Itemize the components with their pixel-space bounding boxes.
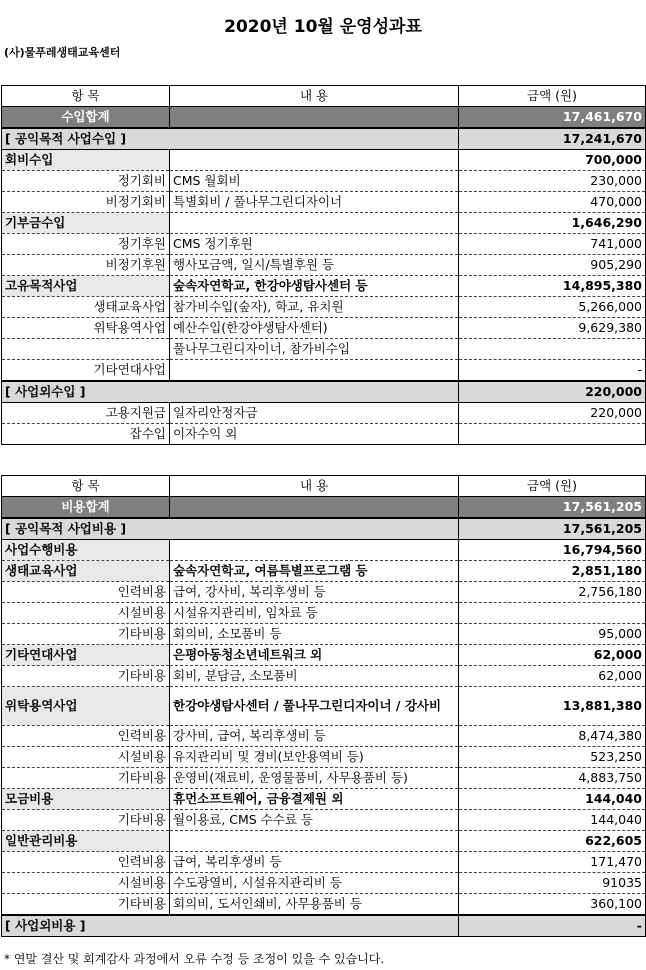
organization-name: (사)물푸레생태교육센터 [4,46,121,59]
row-content: 특별회비 / 풀나무그린디자이너 [170,192,459,213]
row-amount: 2,851,180 [459,561,646,582]
row-amount: 230,000 [459,171,646,192]
item-row [2,403,646,424]
row-item: 기타비용 [2,810,170,831]
row-amount: 622,605 [459,831,646,852]
row-item: 생태교육사업 [2,297,170,318]
revenue-table [1,85,646,445]
row-amount: 905,290 [459,255,646,276]
item-row [2,852,646,873]
revenue-section-public [2,128,646,150]
group-row [2,831,646,852]
group-row [2,213,646,234]
row-item: 기타비용 [2,666,170,687]
item-row [2,582,646,603]
row-amount: 8,474,380 [459,726,646,747]
expense-section-nonoperating [2,915,646,937]
group-row [2,276,646,297]
item-row [2,726,646,747]
row-content: 숲속자연학교, 한강야생탐사센터 등 [170,276,459,297]
item-row [2,192,646,213]
row-amount [459,339,646,360]
row-content: 회의비, 소모품비 등 [170,624,459,645]
row-amount: 95,000 [459,624,646,645]
row-content [170,831,459,852]
header-amount: 금액 (원) [459,476,646,497]
header-item: 항 목 [2,86,170,107]
row-amount: 5,266,000 [459,297,646,318]
expense-header-row [2,476,646,497]
item-row [2,810,646,831]
row-amount: 171,470 [459,852,646,873]
row-content: 풀나무그린디자이너, 참가비수입 [170,339,459,360]
row-content: 급여, 강사비, 복리후생비 등 [170,582,459,603]
section-amount: 17,241,670 [459,128,646,150]
row-item: 기타비용 [2,624,170,645]
section-amount: 220,000 [459,381,646,403]
row-amount: 144,040 [459,810,646,831]
row-amount: 9,629,380 [459,318,646,339]
item-row [2,894,646,916]
row-content [170,150,459,171]
row-item [2,339,170,360]
row-item: 기타비용 [2,768,170,789]
item-row [2,339,646,360]
page-title: 2020년 10월 운영성과표 [224,17,422,37]
row-content: 참가비수입(숲자), 학교, 유치원 [170,297,459,318]
row-item: 인력비용 [2,852,170,873]
row-item: 정기후원 [2,234,170,255]
row-amount: 62,000 [459,645,646,666]
row-item: 생태교육사업 [2,561,170,582]
row-amount: 360,100 [459,894,646,916]
item-row [2,747,646,768]
section-amount: 17,561,205 [459,518,646,540]
group-row [2,540,646,561]
section-label: [ 사업외수입 ] [2,381,459,403]
group-row [2,645,646,666]
row-item: 사업수행비용 [2,540,170,561]
row-content: 회비, 분담금, 소모품비 [170,666,459,687]
row-content: 은평아동청소년네트워크 외 [170,645,459,666]
section-label: [ 공익목적 사업비용 ] [2,518,459,540]
group-row [2,150,646,171]
row-amount: 14,895,380 [459,276,646,297]
section-amount: - [459,915,646,937]
item-row [2,873,646,894]
row-item: 기타연대사업 [2,360,170,382]
item-row [2,234,646,255]
row-amount: 220,000 [459,403,646,424]
row-amount: 13,881,380 [459,687,646,726]
row-amount: 700,000 [459,150,646,171]
row-amount: 4,883,750 [459,768,646,789]
row-content [170,213,459,234]
row-content: 휴먼소프트웨어, 금융결제원 외 [170,789,459,810]
footnote: * 연말 결산 및 회계감사 과정에서 오류 수정 등 조정이 있을 수 있습니다. [4,952,385,966]
expense-total-amount: 17,561,205 [459,497,646,519]
row-content: 회의비, 도서인쇄비, 사무용품비 등 [170,894,459,916]
revenue-total-label: 수입합계 [2,107,170,129]
row-content: 운영비(재료비, 운영물품비, 사무용품비 등) [170,768,459,789]
row-amount: 62,000 [459,666,646,687]
group-row [2,561,646,582]
row-content: CMS 월회비 [170,171,459,192]
group-row [2,687,646,726]
row-item: 인력비용 [2,582,170,603]
header-content: 내 용 [170,476,459,497]
row-item: 시설비용 [2,747,170,768]
row-content [170,360,459,382]
section-label: [ 공익목적 사업수입 ] [2,128,459,150]
row-content: 숲속자연학교, 여름특별프로그램 등 [170,561,459,582]
item-row [2,603,646,624]
row-item: 고유목적사업 [2,276,170,297]
row-amount: 523,250 [459,747,646,768]
row-amount: 2,756,180 [459,582,646,603]
row-amount: 144,040 [459,789,646,810]
row-item: 비정기후원 [2,255,170,276]
row-item: 모금비용 [2,789,170,810]
row-item: 기부금수입 [2,213,170,234]
row-content: CMS 정기후원 [170,234,459,255]
row-item: 위탁용역사업 [2,687,170,726]
row-amount: 470,000 [459,192,646,213]
item-row [2,624,646,645]
row-item: 위탁용역사업 [2,318,170,339]
row-content: 예산수입(한강야생탐사센터) [170,318,459,339]
item-row [2,360,646,382]
row-content [170,540,459,561]
row-amount: 16,794,560 [459,540,646,561]
row-amount: 91035 [459,873,646,894]
row-amount: 1,646,290 [459,213,646,234]
row-amount: 741,000 [459,234,646,255]
row-item: 시설비용 [2,873,170,894]
row-item: 정기회비 [2,171,170,192]
group-row [2,789,646,810]
header-content: 내 용 [170,86,459,107]
item-row [2,171,646,192]
revenue-total-amount: 17,461,670 [459,107,646,129]
item-row [2,255,646,276]
row-item: 일반관리비용 [2,831,170,852]
row-content: 수도광열비, 시설유지관리비 등 [170,873,459,894]
row-amount: - [459,360,646,382]
header-item: 항 목 [2,476,170,497]
row-content: 일자리안정자금 [170,403,459,424]
row-content: 급여, 복리후생비 등 [170,852,459,873]
row-content: 행사모금액, 일시/특별후원 등 [170,255,459,276]
item-row [2,297,646,318]
section-label: [ 사업외비용 ] [2,915,459,937]
item-row [2,768,646,789]
revenue-section-nonoperating [2,381,646,403]
row-amount [459,424,646,445]
row-item: 인력비용 [2,726,170,747]
row-content: 한강야생탐사센터 / 풀나무그린디자이너 / 강사비 [170,687,459,726]
row-item: 회비수입 [2,150,170,171]
row-content: 월이용료, CMS 수수료 등 [170,810,459,831]
expense-table [1,475,646,937]
header-amount: 금액 (원) [459,86,646,107]
item-row [2,318,646,339]
expense-total-label: 비용합계 [2,497,170,519]
revenue-total-row [2,107,646,129]
item-row [2,666,646,687]
row-item: 기타연대사업 [2,645,170,666]
row-amount [459,603,646,624]
row-content: 시설유지관리비, 임차료 등 [170,603,459,624]
expense-total-row [2,497,646,519]
row-content: 이자수익 외 [170,424,459,445]
row-item: 잡수입 [2,424,170,445]
row-content: 강사비, 급여, 복리후생비 등 [170,726,459,747]
row-item: 기타비용 [2,894,170,916]
row-item: 비정기회비 [2,192,170,213]
item-row [2,424,646,445]
row-content: 유지관리비 및 경비(보안용역비 등) [170,747,459,768]
row-item: 고용지원금 [2,403,170,424]
row-item: 시설비용 [2,603,170,624]
revenue-header-row [2,86,646,107]
expense-section-public [2,518,646,540]
